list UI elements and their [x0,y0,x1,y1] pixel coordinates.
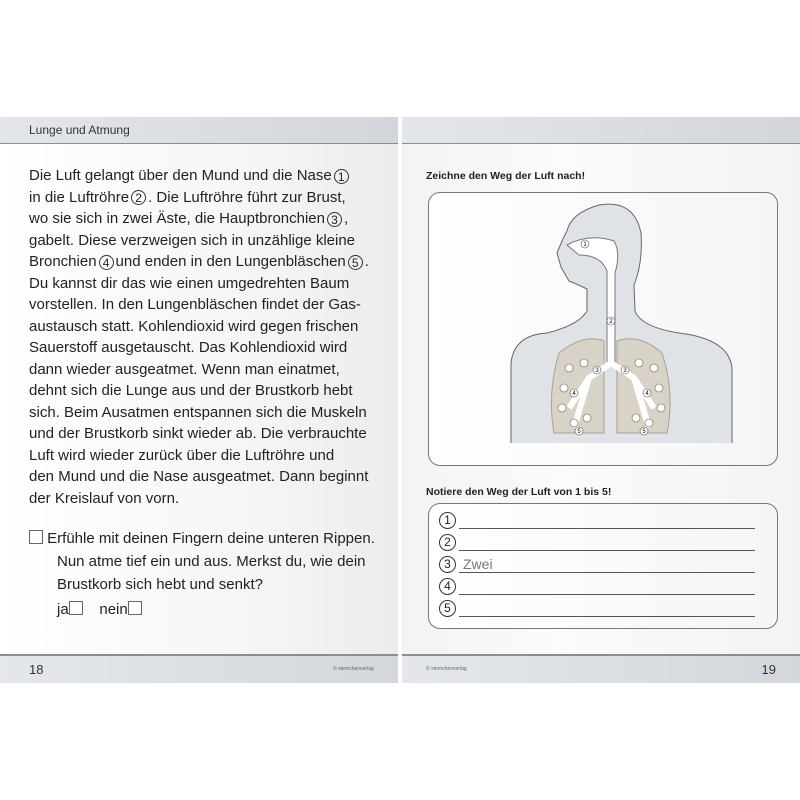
right-page [402,117,800,683]
paragraph-text: austausch statt. Kohlendioxid wird gegen frischen [29,317,359,335]
paragraph-line [29,187,369,209]
yes-checkbox[interactable] [69,601,83,615]
left-page [0,117,398,683]
paragraph-text: Sauerstoff ausgetauscht. Das Kohlendioxid wird [29,339,348,356]
paragraph-text: dann wieder ausgeatmet. Wenn man einatmet, [29,360,340,378]
page-number: 19 [761,662,776,677]
step-number: 1 [439,512,456,529]
paragraph-line [29,423,369,445]
chapter-title: Lunge und Atmung [29,123,130,137]
paragraph-line [29,402,369,424]
paragraph-text: der Kreislauf von vorn. [29,489,180,507]
no-checkbox[interactable] [128,601,142,615]
circled-number: 3 [327,212,342,227]
page-header [402,117,800,144]
paragraph-text: vorstellen. In den Lungenbläschen findet der Gas- [29,296,361,313]
task-line: Nun atme tief ein und aus. Merkst du, wie dein [57,553,366,570]
answer-row[interactable] [439,600,759,618]
paragraph-text: Die Luft gelangt über den Mund und die Nase [29,167,332,184]
task-block [29,527,375,621]
paragraph-line [29,466,369,488]
task-checkbox[interactable] [29,530,43,544]
answer-box [428,503,778,629]
page-number: 18 [29,662,44,677]
step-number: 3 [439,556,456,573]
paragraph-line [29,273,369,295]
paragraph-line [29,445,369,467]
paragraph-text: wo sie sich in zwei Äste, die Hauptbronchien [29,210,325,227]
drawing-box[interactable] [428,192,778,466]
step-number: 4 [439,578,456,595]
step-number: 2 [439,534,456,551]
paragraph-text: und enden in den Lungenbläschen [115,253,346,270]
copyright: © sternchenverlag [333,666,374,672]
paragraph-text: und der Brustkorb sinkt wieder ab. Die verbrauchte [29,425,367,442]
respiratory-diagram [429,193,777,465]
paragraph-line [29,380,369,402]
no-label: nein [99,601,128,618]
write-heading: Notiere den Weg der Luft von 1 bis 5! [426,486,612,498]
paragraph-line [29,359,369,381]
paragraph-line [29,488,369,510]
paragraph-line [29,165,369,187]
paragraph-line [29,316,369,338]
step-number: 5 [439,600,456,617]
paragraph-text: gabelt. Diese verzweigen sich in unzählige kleine [29,231,356,249]
paragraph-text: . Die Luftröhre führt zur Brust, [148,188,346,206]
paragraph-line [29,208,369,230]
answer-row[interactable] [439,534,759,552]
circled-number: 5 [348,255,363,270]
paragraph-line [29,251,369,273]
diagram-label: 5 [642,429,646,435]
answer-row[interactable] [439,512,759,530]
page-footer [0,654,398,683]
task-line: Brustkorb sich hebt und senkt? [57,576,263,593]
paragraph-text: . [364,253,369,270]
answer-row[interactable] [439,578,759,596]
diagram-label: 1 [583,242,587,248]
paragraph-text: Bronchien [29,253,97,270]
draw-heading: Zeichne den Weg der Luft nach! [426,170,586,182]
diagram-label: 3 [623,368,627,374]
answer-row[interactable] [439,556,759,574]
diagram-label: 5 [577,429,581,435]
paragraph-line [29,337,369,359]
paragraph-text: den Mund und die Nase ausgeatmet. Dann beginnt [29,468,369,485]
copyright: © sternchenverlag [426,666,467,672]
paragraph-text: dehnt sich die Lunge aus und der Brustkorb hebt [29,382,353,399]
diagram-label: 3 [595,368,599,374]
paragraph-text: , [344,210,349,227]
diagram-label: 4 [572,391,576,397]
page-footer [402,654,800,683]
circled-number: 2 [131,190,146,205]
paragraph-text: Du kannst dir das wie einen umgedrehten Baum [29,274,350,292]
paragraph-text: in die Luftröhre [29,188,130,206]
task-line: Erfühle mit deinen Fingern deine unteren Rippen. [47,530,375,547]
paragraph-text: Luft wird wieder zurück über die Luftröhre und [29,446,335,464]
circled-number: 1 [334,169,349,184]
body-paragraph [29,165,369,509]
yes-label: ja [57,601,69,618]
paragraph-text: sich. Beim Ausatmen entspannen sich die Muskeln [29,403,367,421]
page-header [0,117,398,144]
diagram-label: 4 [645,391,649,397]
answer-value[interactable]: Zwei [463,556,493,572]
diagram-label: 2 [609,319,613,325]
paragraph-line [29,230,369,252]
paragraph-line [29,294,369,316]
circled-number: 4 [99,255,114,270]
